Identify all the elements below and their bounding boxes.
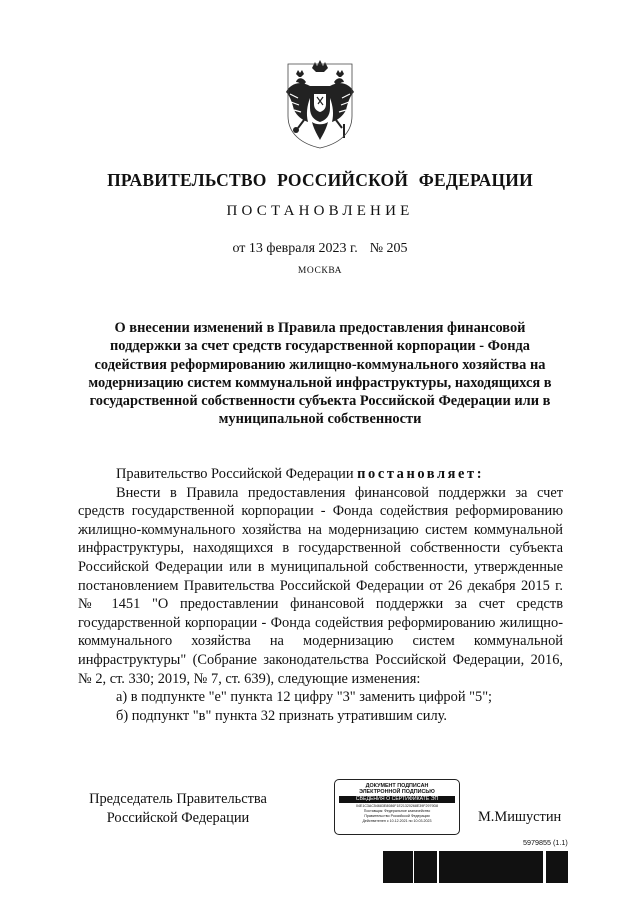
intro-verb: постановляет: (357, 466, 485, 482)
stamp-title1: ДОКУМЕНТ ПОДПИСАН (365, 783, 429, 789)
stamp-title2: ЭЛЕКТРОННОЙ ПОДПИСЬЮ (359, 789, 435, 796)
item-b: б) подпункт "в" пункта 32 признать утратившим силу. (116, 707, 447, 724)
document-number: № 205 (369, 241, 408, 256)
stamp-cert-header: СВЕДЕНИЯ О СЕРТИФИКАТЕ ЭП (339, 796, 455, 803)
signatory-name: М.Мишустин (478, 809, 562, 825)
stamp-issuer2: Правительство Российской Федерации (364, 813, 430, 818)
date-text: от 13 февраля 2023 г. (232, 241, 358, 256)
document-body (78, 465, 563, 725)
intro-prefix: Правительство Российской Федерации (116, 466, 354, 482)
stamp-cert-id: 04E1C3AC54683E8086F1E21320268E39F2979D8 (355, 804, 439, 809)
barcode-icon (382, 851, 568, 883)
coat-of-arms-icon (282, 58, 358, 150)
document-code: 5979855 (1.1) (523, 838, 568, 847)
item-a: а) в подпункте "е" пункта 12 цифру "3" заменить цифрой "5"; (116, 689, 493, 706)
document-type: ПОСТАНОВЛЕНИЕ (226, 203, 414, 219)
stamp-issuer1: Поставщик: Федеральное казначейство (363, 809, 431, 814)
signatory-position-line1: Председатель Правительства (89, 791, 267, 807)
electronic-signature-stamp (334, 779, 460, 835)
signatory-position (78, 790, 278, 827)
signatory-position-line2: Российской Федерации (106, 809, 250, 826)
document-city: МОСКВА (297, 266, 343, 276)
main-paragraph: Внести в Правила предоставления финансовой поддержки за счет средств государственной корпорации - Фонда содействия реформированию жилищно-коммунального хозяйства на модернизацию систем коммунальной инфраструктуры, находящихся в государственной собственности субъекта Российской Федерации или в муниципальной собственности, утвержденные постановлением Правительства Российской Федерации от 26 декабря 2015 г. № 1451 "О предоставлении финансовой поддержки за счет средств государственной корпорации - Фонда содействия реформированию жилищно-коммунального хозяйства на модернизацию систем коммунальной инфраструктуры" (Собрание законодательства Российской Федерации, 2016, № 2, ст. 330; 2019, № 7, ст. 639), следующие изменения: (78, 484, 563, 687)
government-title: ПРАВИТЕЛЬСТВО РОССИЙСКОЙ ФЕДЕРАЦИИ (107, 170, 533, 190)
document-subject: О внесении изменений в Правила предоставления финансовой поддержки за счет средств государственной корпорации - Фонда содействия реформированию жилищно-коммунального хозяйства на модернизацию систем коммунальной инфраструктуры, находящихся в государственной собственности субъекта Российской Федерации или в муниципальной собственности (88, 320, 552, 428)
stamp-validity: Действителен с 10.12.2021 по 10.03.2023 (362, 818, 432, 823)
intro-paragraph (78, 465, 563, 484)
document-date (0, 241, 640, 257)
